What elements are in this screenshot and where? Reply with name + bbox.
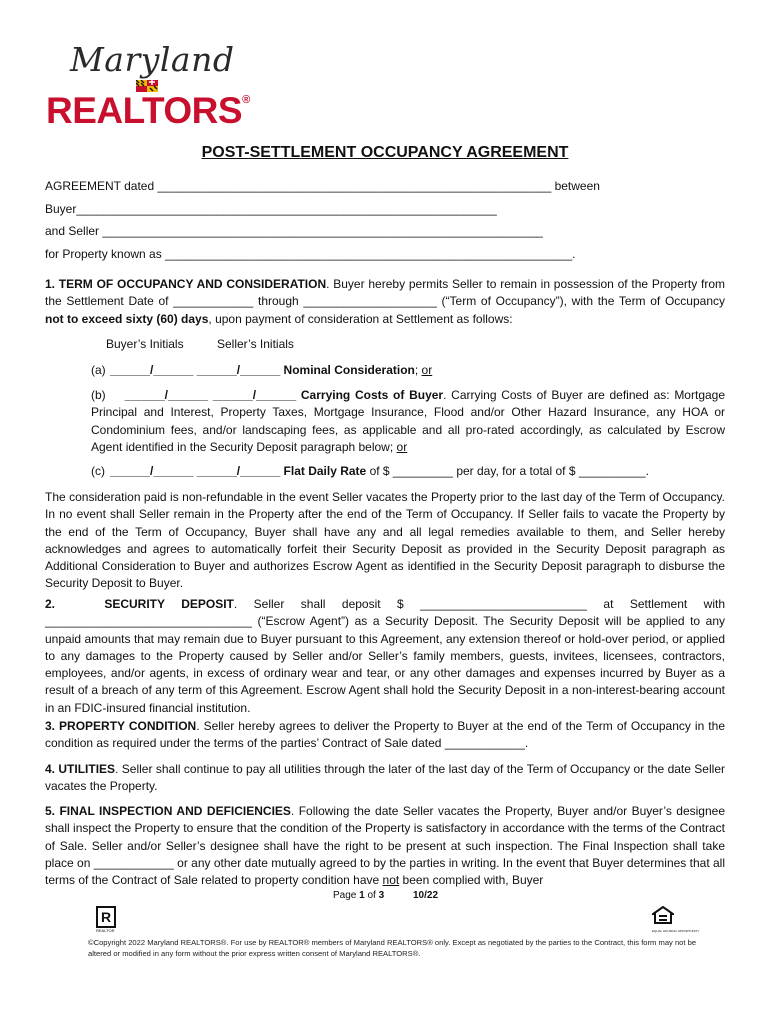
seller-line: and Seller __________________________________________________________________ [45,224,543,238]
copyright-notice: ©Copyright 2022 Maryland REALTORS®. For use by REALTOR® members of Maryland REALTORS® only. Except as negotiated by the parties to the Contract, this form may not be altered or modified in any form without the prior express written consent of Maryland REALTORS®. [88,938,697,958]
consideration-paragraph: The consideration paid is non-refundable in the event Seller vacates the Property prior to the last day of the Term of Occupancy. In no event shall Seller remain in the Property after the end of the Term of Occupancy. If Seller fails to vacate the Property by the end of the Term of Occupancy, Buyer shall have any and all legal remedies available to them, and Seller hereby acknowledges and agrees to automatically forfeit their Security Deposit as provided in the Security Deposit paragraph as Additional Consideration to Buyer and authorizes Escrow Agent as identified in the Security Deposit paragraph to disburse the Security Deposit to Buyer. [45,490,725,591]
section3-heading: 3. PROPERTY CONDITION [45,719,197,733]
form-date: 10/22 [413,890,439,901]
section-term-of-occupancy: 1. TERM OF OCCUPANCY AND CONSIDERATION. Buyer hereby permits Seller to remain in possession of the Property from the Settlement Date of ____________ through ____________________ (“Term of Occupancy”), with the Term of Occupancy not to exceed sixty (60) days, upon payment of consideration at Settlement as follows: [45,277,725,326]
option-nominal-consideration: (a) ______/______ ______/______ Nominal Consideration; or [91,363,433,377]
buyer-initials-header: Buyer’s Initials [106,337,184,351]
section-final-inspection: 5. FINAL INSPECTION AND DEFICIENCIES. Following the date Seller vacates the Property, Buyer and/or Buyer’s designee shall inspect the Property to ensure that the condition of the Property is satisfactory in accordance with the terms of the Contract of Sale. Seller and/or Seller’s designee shall have the right to be present at such inspection. The Final Inspection shall take place on ____________ or any other date mutually agreed to by the parties in writing. In the event that Buyer determines that all terms of the Contract of Sale related to property condition have not been complied with, Buyer [45,804,726,888]
house-icon [652,906,674,924]
section2-heading: 2. SECURITY DEPOSIT [45,597,234,611]
logo-script-text: Maryland [70,40,235,79]
section-security-deposit: 2. SECURITY DEPOSIT. Seller shall deposit $ _________________________ at Settlement with _______________________________ (“Escrow Agent”) as a Security Deposit. The Security Deposit will be applied to any unpaid amounts that may remain due to Buyer pursuant to this Agreement, any extension thereof or hold-over period, or applied to any damages to the Property caused by Seller and/or Seller’s family members, guests, invitees, licensees, contractors, employees, and/or agents, in excess of ordinary wear and tear, or any other damages and expenses incurred by Buyer as a result of a breach of any term of this Agreement. Escrow Agent shall hold the Security Deposit in a non-interest-bearing account in an FDIC-insured financial institution. [45,597,725,715]
section-property-condition: 3. PROPERTY CONDITION. Seller hereby agrees to deliver the Property to Buyer at the end of the Term of Occupancy in the condition as required under the terms of the parties’ Contract of Sale dated ____________. [45,719,725,751]
buyer-line: Buyer_______________________________________________________________ [45,202,497,216]
realtor-mark-icon: R REALTOR [96,906,116,932]
agreement-date-line: AGREEMENT dated ___________________________________________________________ between [45,179,600,193]
logo-brand-text: REALTORS® [46,90,250,131]
section-utilities: 4. UTILITIES. Seller shall continue to pay all utilities through the later of the last day of the Term of Occupancy or the date Seller vacates the Property. [45,762,725,794]
section1-heading: 1. TERM OF OCCUPANCY AND CONSIDERATION [45,277,327,291]
page-number: Page 1 of 3 [333,890,385,901]
equal-housing-icon: EQUAL HOUSING OPPORTUNITY [652,906,678,932]
document-title: POST-SETTLEMENT OCCUPANCY AGREEMENT [201,144,569,161]
section5-heading: 5. FINAL INSPECTION AND DEFICIENCIES [45,804,291,818]
seller-initials-header: Seller’s Initials [217,337,294,351]
section4-heading: 4. UTILITIES [45,762,116,776]
option-carrying-costs: (b) ______/______ ______/______ Carrying Costs of Buyer. Carrying Costs of Buyer are defined as: Mortgage Principal and Interest, Property Taxes, Mortgage Insurance, Flood and/or Other Hazard Insurance, any HOA or Condominium fees, and/or landscaping fees, as applicable and all pro-rated accordingly, as calculated by Escrow Agent identified in the Security Deposit paragraph below; or [91,388,726,454]
maryland-realtors-logo [40,40,250,132]
property-line: for Property known as _____________________________________________________________. [45,247,576,261]
option-flat-daily-rate: (c) ______/______ ______/______ Flat Daily Rate of $ _________ per day, for a total of $ __________. [91,464,649,478]
